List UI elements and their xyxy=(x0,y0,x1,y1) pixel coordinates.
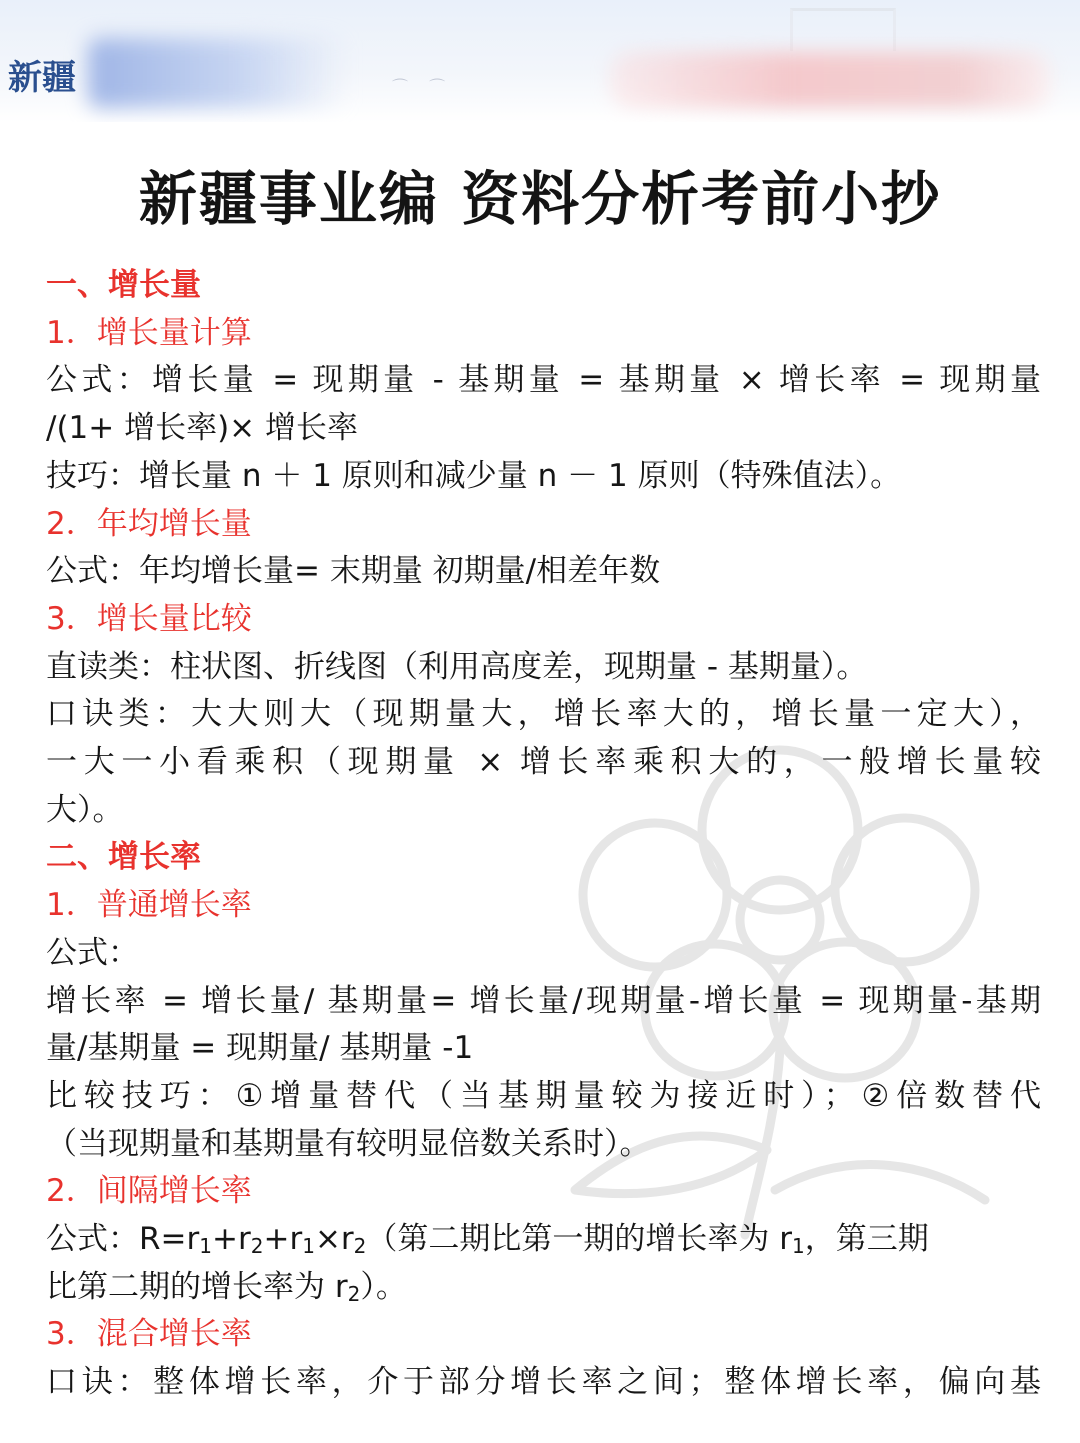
body-text: 比较技巧：①增量替代（当基期量较为接近时）；②倍数替代 xyxy=(46,1077,1041,1114)
subsection-heading: 3．混合增长率 xyxy=(46,1316,252,1353)
formula-line xyxy=(46,1216,1041,1264)
body-text: （当现期量和基期量有较明显倍数关系时）。 xyxy=(46,1125,651,1162)
subscript: 2 xyxy=(347,1281,361,1306)
body-text: 增长率 = 增长量/ 基期量= 增长量/现期量-增长量 = 现期量-基期 xyxy=(46,982,1041,1019)
body-text: /(1+ 增长率)× 增长率 xyxy=(46,410,359,447)
body-text: 公式： xyxy=(46,934,139,971)
brand-logo-text: 新疆 xyxy=(8,58,76,98)
formula-text: 比第二期的增长率为 r xyxy=(46,1268,348,1305)
subscript: 1 xyxy=(792,1234,805,1259)
formula-text: ，第三期 xyxy=(804,1221,929,1258)
document-body xyxy=(46,262,1041,1407)
blurred-logo-text xyxy=(88,38,348,108)
subscript: 1 xyxy=(199,1234,212,1259)
subsection-heading: 2．间隔增长率 xyxy=(46,1173,252,1210)
building-decoration xyxy=(790,8,896,51)
body-text: 公式：年均增长量= 末期量 初期量/相差年数 xyxy=(46,553,661,590)
section-heading: 一、增长量 xyxy=(46,267,201,303)
blurred-banner-text xyxy=(610,52,1050,108)
body-text: 直读类：柱状图、折线图（利用高度差，现期量 - 基期量）。 xyxy=(46,648,868,685)
body-text: 口诀：整体增长率，介于部分增长率之间；整体增长率，偏向基 xyxy=(46,1364,1041,1401)
formula-line xyxy=(46,1264,1041,1312)
subsection-heading: 1．普通增长率 xyxy=(46,887,252,924)
top-banner xyxy=(0,0,1080,122)
formula-text: +r xyxy=(212,1221,251,1258)
body-text: 公式：增长量 = 现期量 - 基期量 = 基期量 × 增长率 = 现期量 xyxy=(46,362,1041,399)
formula-text: 公式：R=r xyxy=(46,1221,200,1258)
body-text: 一大一小看乘积（现期量 × 增长率乘积大的，一般增长量较 xyxy=(46,744,1041,781)
body-text: 技巧：增长量 n ＋ 1 原则和减少量 n － 1 原则（特殊值法）。 xyxy=(46,457,902,494)
page-title: 新疆事业编 资料分析考前小抄 xyxy=(138,165,942,233)
birds-decoration: ⌒ ⌒ xyxy=(392,77,454,96)
subsection-heading: 1．增长量计算 xyxy=(46,314,252,351)
subscript: 2 xyxy=(250,1234,264,1259)
formula-text: （第二期比第一期的增长率为 r xyxy=(366,1221,793,1258)
formula-text: ）。 xyxy=(360,1268,407,1305)
body-text: 大）。 xyxy=(46,791,124,828)
body-text: 口诀类：大大则大（现期量大，增长率大的，增长量一定大）， xyxy=(46,696,1041,733)
formula-text: +r xyxy=(263,1221,303,1258)
subscript: 1 xyxy=(302,1234,315,1259)
body-text: 量/基期量 = 现期量/ 基期量 -1 xyxy=(46,1030,474,1067)
section-heading: 二、增长率 xyxy=(46,839,201,876)
subsection-heading: 3．增长量比较 xyxy=(46,600,252,637)
subscript: 2 xyxy=(353,1234,367,1259)
subsection-heading: 2．年均增长量 xyxy=(46,505,252,542)
formula-text: ×r xyxy=(314,1221,354,1258)
